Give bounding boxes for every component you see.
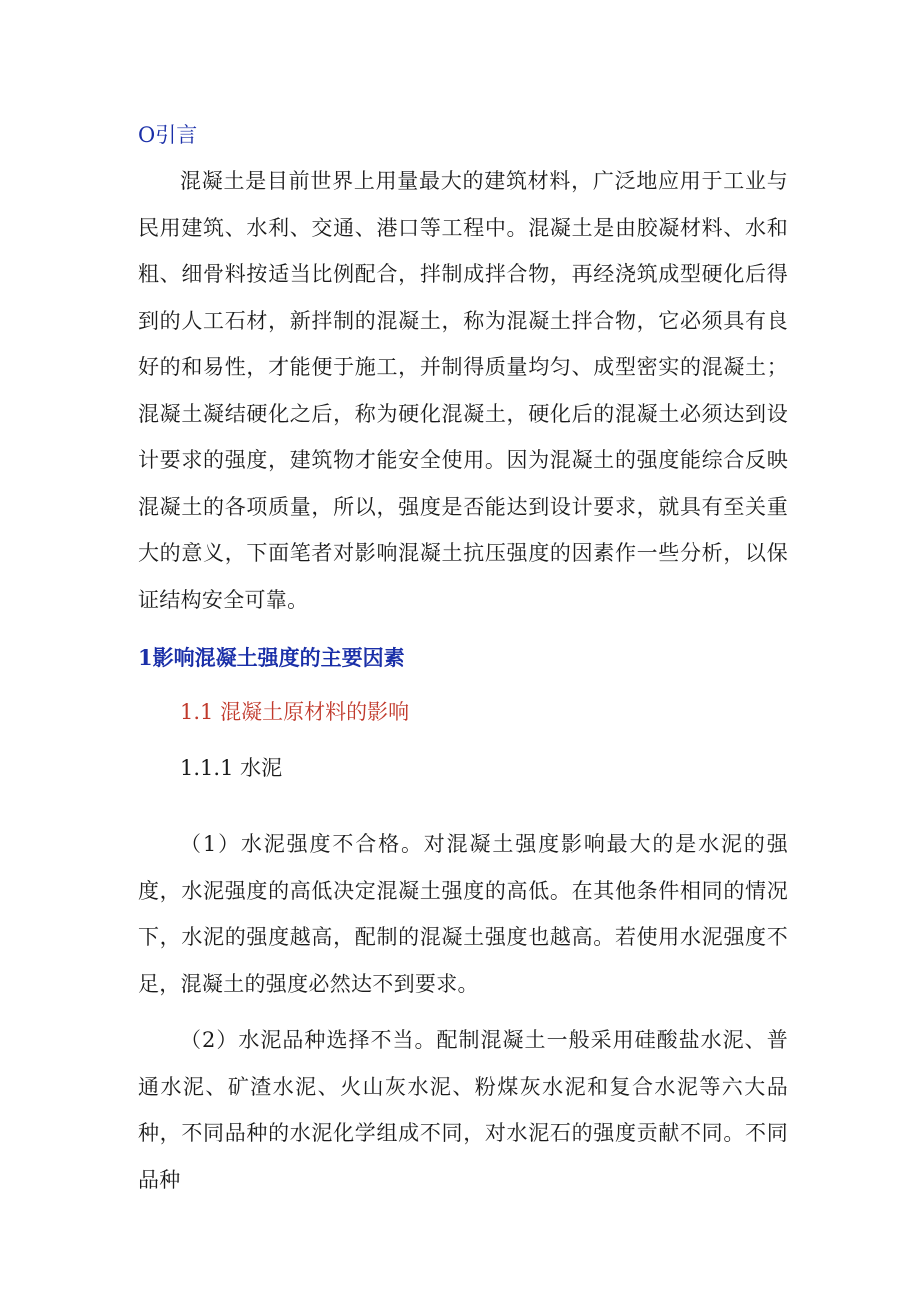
section-heading: 1影响混凝土强度的主要因素 bbox=[138, 645, 405, 670]
document-page bbox=[138, 112, 788, 1203]
cement-item-1: （1）水泥强度不合格。对混凝土强度影响最大的是水泥的强度，水泥强度的高低决定混凝土强度的高低。在其他条件相同的情况下，水泥的强度越高，配制的混凝土强度也越高。若使用水泥强度不足，混凝土的强度必然达不到要求。 bbox=[138, 832, 788, 996]
subsection-heading: 1.1 混凝土原材料的影响 bbox=[180, 700, 410, 724]
intro-paragraph: 混凝土是目前世界上用量最大的建筑材料，广泛地应用于工业与民用建筑、水利、交通、港口等工程中。混凝土是由胶凝材料、水和粗、细骨料按适当比例配合，拌制成拌合物，再经浇筑成型硬化后得到的人工石材，新拌制的混凝土，称为混凝土拌合物，它必须具有良好的和易性，才能便于施工，并制得质量均匀、成型密实的混凝土；混凝土凝结硬化之后，称为硬化混凝土，硬化后的混凝土必须达到设计要求的强度，建筑物才能安全使用。因为混凝土的强度能综合反映混凝土的各项质量，所以，强度是否能达到设计要求，就具有至关重大的意义，下面笔者对影响混凝土抗压强度的因素作一些分析，以保证结构安全可靠。 bbox=[138, 169, 788, 612]
subsubsection-heading: 1.1.1 水泥 bbox=[180, 756, 283, 780]
intro-heading: O引言 bbox=[138, 123, 198, 147]
cement-item-2: （2）水泥品种选择不当。配制混凝土一般采用硅酸盐水泥、普通水泥、矿渣水泥、火山灰水泥、粉煤灰水泥和复合水泥等六大品种，不同品种的水泥化学组成不同，对水泥石的强度贡献不同。不同品种 bbox=[138, 1028, 788, 1192]
